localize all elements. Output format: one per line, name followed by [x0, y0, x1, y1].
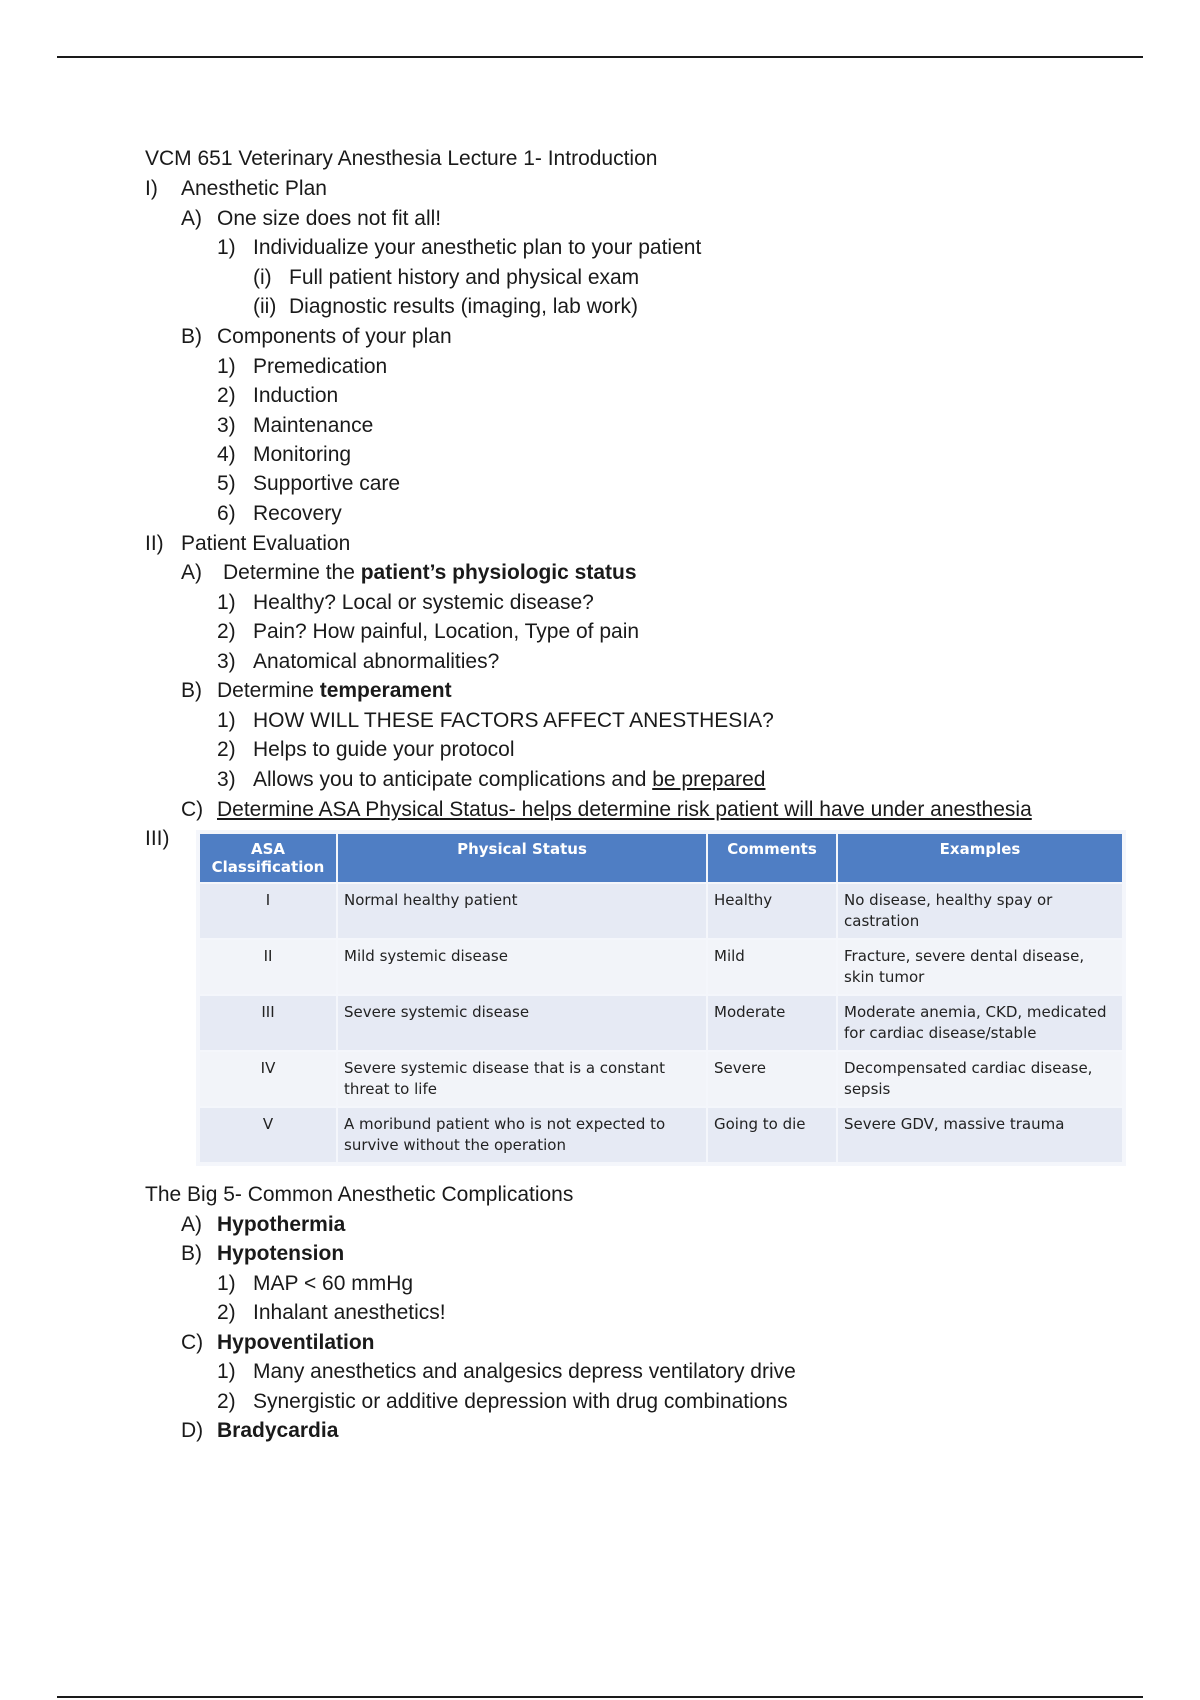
physical-status-cell: Mild systemic disease — [338, 940, 706, 994]
column-header: Physical Status — [338, 834, 706, 882]
comment-cell: Healthy — [708, 884, 836, 938]
comment-cell: Severe — [708, 1052, 836, 1106]
item-text: Healthy? Local or systemic disease? — [253, 591, 594, 614]
physical-status-cell: Severe systemic disease — [338, 996, 706, 1050]
asa-classification-table — [198, 832, 1124, 1164]
list-marker: (ii) — [253, 295, 277, 318]
item-text: Many anesthetics and analgesics depress ventilatory drive — [253, 1360, 796, 1383]
document-title: VCM 651 Veterinary Anesthesia Lecture 1- Introduction — [145, 147, 658, 170]
section-3-marker: III) — [145, 827, 170, 850]
column-header: Comments — [708, 834, 836, 882]
asa-class-cell: IV — [200, 1052, 336, 1106]
list-marker: I) — [145, 177, 158, 200]
list-marker: 1) — [217, 1272, 236, 1295]
list-marker: C) — [181, 798, 204, 821]
header-rule — [57, 56, 1143, 58]
table-row — [200, 1052, 1122, 1106]
item-text: Determine — [217, 679, 320, 702]
list-item — [217, 708, 774, 736]
section-4-heading: The Big 5- Common Anesthetic Complications — [145, 1183, 574, 1206]
list-item — [217, 767, 765, 795]
item-text-underlined: be prepared — [652, 768, 766, 791]
item-text: Individualize your anesthetic plan to your patient — [253, 236, 702, 259]
item-text: Pain? How painful, Location, Type of pain — [253, 620, 640, 643]
comment-cell: Going to die — [708, 1108, 836, 1162]
asa-table-container — [196, 830, 1126, 1166]
item-text: Allows you to anticipate complications and — [253, 768, 653, 791]
list-marker: 1) — [217, 709, 236, 732]
item-text: Supportive care — [253, 472, 401, 495]
heading-text: Patient Evaluation — [181, 532, 351, 555]
list-marker: 5) — [217, 472, 236, 495]
list-marker: A) — [181, 207, 202, 230]
list-marker: B) — [181, 325, 202, 348]
item-text: Maintenance — [253, 414, 374, 437]
list-marker: 2) — [217, 620, 236, 643]
list-item — [217, 649, 499, 677]
list-marker: 2) — [217, 1390, 236, 1413]
list-marker: (i) — [253, 266, 272, 289]
asa-class-cell: I — [200, 884, 336, 938]
list-item — [253, 294, 638, 322]
list-item — [217, 737, 515, 765]
section-2-heading — [145, 531, 350, 559]
physical-status-cell: A moribund patient who is not expected to survive without the operation — [338, 1108, 706, 1162]
list-item — [181, 1330, 375, 1358]
list-item — [217, 413, 373, 441]
item-text-bold: Hypoventilation — [217, 1331, 375, 1354]
table-row — [200, 940, 1122, 994]
list-marker: II) — [145, 532, 164, 555]
item-text: Determine the — [223, 561, 361, 584]
asa-class-cell: V — [200, 1108, 336, 1162]
item-text: Anatomical abnormalities? — [253, 650, 500, 673]
list-marker: 2) — [217, 384, 236, 407]
table-header-row — [200, 834, 1122, 882]
list-marker: 1) — [217, 355, 236, 378]
list-item — [217, 590, 594, 618]
list-item — [217, 235, 701, 263]
list-marker: 6) — [217, 502, 236, 525]
list-marker: 2) — [217, 738, 236, 761]
column-header: ASA Classification — [200, 834, 336, 882]
physical-status-cell: Normal healthy patient — [338, 884, 706, 938]
list-item — [217, 383, 338, 411]
list-marker: 1) — [217, 236, 236, 259]
list-item — [217, 1300, 446, 1328]
item-text-underlined: Determine ASA Physical Status- helps determine risk patient will have under anesthesia — [217, 798, 1032, 821]
item-text: Inhalant anesthetics! — [253, 1301, 446, 1324]
list-marker: 3) — [217, 414, 236, 437]
comment-cell: Moderate — [708, 996, 836, 1050]
list-marker: A) — [181, 1213, 202, 1236]
list-item — [181, 797, 1032, 825]
asa-class-cell: II — [200, 940, 336, 994]
item-text-bold: patient’s physiologic status — [360, 561, 637, 584]
list-item — [217, 442, 351, 470]
item-text: Synergistic or additive depression with drug combinations — [253, 1390, 788, 1413]
list-marker: 3) — [217, 768, 236, 791]
list-marker: B) — [181, 679, 202, 702]
table-row — [200, 996, 1122, 1050]
example-cell: Severe GDV, massive trauma — [838, 1108, 1122, 1162]
item-text: Recovery — [253, 502, 342, 525]
list-item — [217, 471, 400, 499]
list-item — [217, 1271, 413, 1299]
item-text: Components of your plan — [217, 325, 452, 348]
list-marker: 1) — [217, 591, 236, 614]
list-marker: B) — [181, 1242, 202, 1265]
example-cell: Decompensated cardiac disease, sepsis — [838, 1052, 1122, 1106]
list-item — [217, 1389, 788, 1417]
item-text-bold: Hypotension — [217, 1242, 345, 1265]
list-marker: 4) — [217, 443, 236, 466]
column-header: Examples — [838, 834, 1122, 882]
section-1-heading — [145, 176, 327, 204]
list-item — [253, 265, 639, 293]
item-text-bold: temperament — [319, 679, 452, 702]
item-text: Full patient history and physical exam — [289, 266, 640, 289]
list-item — [217, 501, 342, 529]
heading-text: Anesthetic Plan — [181, 177, 327, 200]
asa-class-cell: III — [200, 996, 336, 1050]
table-row — [200, 884, 1122, 938]
list-item — [181, 1241, 344, 1269]
list-item — [181, 678, 452, 706]
footer-rule — [57, 1696, 1143, 1698]
list-item — [217, 354, 387, 382]
physical-status-cell: Severe systemic disease that is a constant threat to life — [338, 1052, 706, 1106]
item-text: Diagnostic results (imaging, lab work) — [289, 295, 638, 318]
list-marker: D) — [181, 1419, 204, 1442]
example-cell: Moderate anemia, CKD, medicated for cardiac disease/stable — [838, 996, 1122, 1050]
item-text: Premedication — [253, 355, 388, 378]
list-marker: 3) — [217, 650, 236, 673]
list-item — [181, 560, 637, 588]
list-item — [217, 619, 639, 647]
list-item — [181, 206, 441, 234]
list-item — [181, 1212, 345, 1240]
item-text: One size does not fit all! — [217, 207, 442, 230]
item-text: HOW WILL THESE FACTORS AFFECT ANESTHESIA? — [253, 709, 774, 732]
example-cell: Fracture, severe dental disease, skin tumor — [838, 940, 1122, 994]
list-marker: C) — [181, 1331, 204, 1354]
list-marker: A) — [181, 561, 202, 584]
table-row — [200, 1108, 1122, 1162]
item-text: Monitoring — [253, 443, 352, 466]
example-cell: No disease, healthy spay or castration — [838, 884, 1122, 938]
item-text: Helps to guide your protocol — [253, 738, 515, 761]
list-marker: 1) — [217, 1360, 236, 1383]
list-marker: 2) — [217, 1301, 236, 1324]
list-item — [181, 324, 452, 352]
item-text-bold: Hypothermia — [217, 1213, 346, 1236]
list-item — [217, 1359, 796, 1387]
item-text: Induction — [253, 384, 339, 407]
comment-cell: Mild — [708, 940, 836, 994]
item-text: MAP < 60 mmHg — [253, 1272, 414, 1295]
list-item — [181, 1418, 338, 1446]
item-text-bold: Bradycardia — [217, 1419, 339, 1442]
